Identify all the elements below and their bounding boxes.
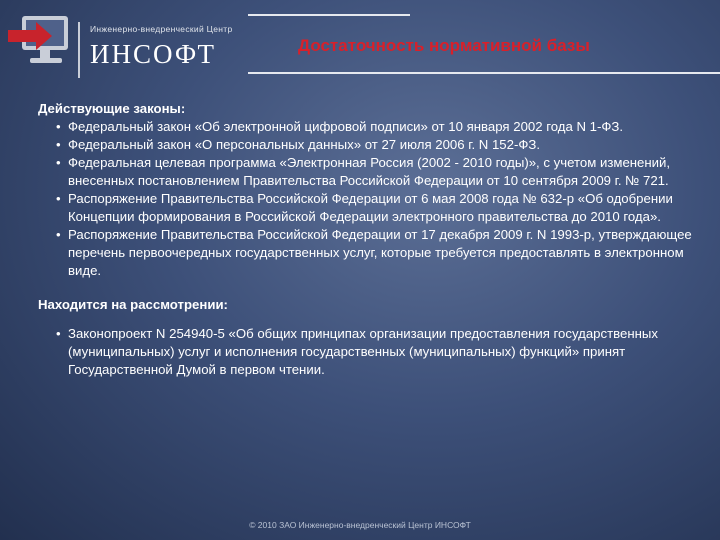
list-item: • Распоряжение Правительства Российской Федерации от 17 декабря 2009 г. N 1993-р, утверждающее перечень первоочередных государственных услуг, которые требуется предоставлять в электронном виде. bbox=[38, 226, 698, 280]
list-item: • Законопроект N 254940-5 «Об общих принципах организации предоставления государственных (муниципальных) услуг и исполнения государственных (муниципальных) функций» принят Государственной Думой в первом чтении. bbox=[38, 325, 698, 379]
section-heading-current-laws: Действующие законы: bbox=[38, 101, 186, 116]
list-item: • Федеральный закон «О персональных данных» от 27 июля 2006 г. N 152-ФЗ. bbox=[38, 136, 698, 154]
header-rule-top bbox=[248, 14, 410, 16]
under-review-list bbox=[38, 325, 698, 379]
footer-copyright: © 2010 ЗАО Инженерно-внедренческий Центр ИНСОФТ bbox=[249, 520, 471, 530]
list-item: • Федеральная целевая программа «Электронная Россия (2002 - 2010 годы)», с учетом изменений, внесенных постановлением Правительства Российской Федерации от 10 сентября 2009 г. № 721. bbox=[38, 154, 698, 190]
slide-title: Достаточность нормативной базы bbox=[298, 36, 590, 55]
list-item: • Федеральный закон «Об электронной цифровой подписи» от 10 января 2002 года N 1-ФЗ. bbox=[38, 118, 698, 136]
logo bbox=[6, 8, 246, 74]
header-rule-bottom bbox=[248, 72, 720, 74]
logo-divider bbox=[78, 22, 80, 78]
logo-subtitle: Инженерно-внедренческий Центр bbox=[90, 24, 233, 34]
monitor-logo-icon bbox=[6, 10, 76, 72]
section-heading-under-review: Находится на рассмотрении: bbox=[38, 297, 228, 312]
current-laws-list bbox=[38, 118, 698, 280]
content bbox=[38, 100, 698, 379]
logo-name: ИНСОФТ bbox=[90, 39, 216, 69]
list-item: • Распоряжение Правительства Российской Федерации от 6 мая 2008 года № 632-р «Об одобрении Концепции формирования в Российской Федерации электронного правительства до 2010 года». bbox=[38, 190, 698, 226]
